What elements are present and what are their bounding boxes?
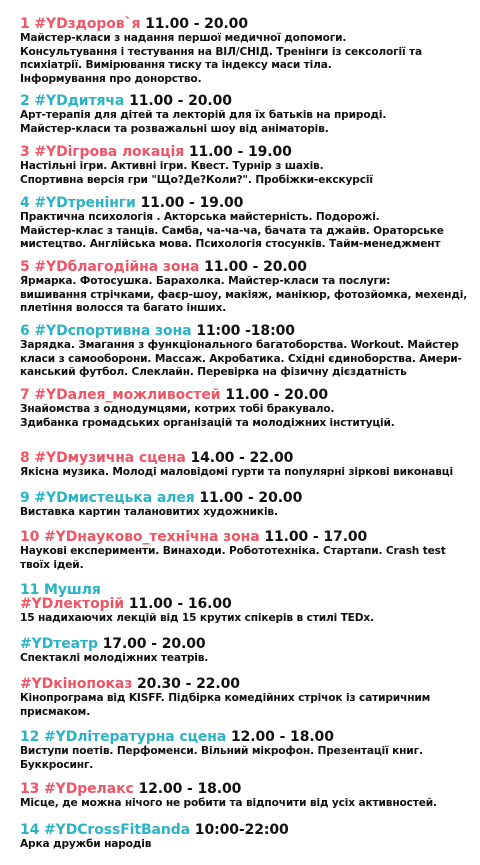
zone-time: 11.00 - 17.00 xyxy=(259,529,368,545)
zone-time: 11:00 -18:00 xyxy=(191,323,295,339)
zone-tag: 4 #YDтренінги xyxy=(20,195,136,211)
zone-block xyxy=(20,676,472,719)
zone-description-line: Місце, де можна нічого не робити та відпочити від усіх активностей. xyxy=(20,797,437,809)
zone-tag: 3 #YDігрова локація xyxy=(20,144,185,160)
zone-description-line: Арка дружби народів xyxy=(20,838,152,850)
zone-description-line: Настільні ігри. Активні ігри. Квест. Турнір з шахів. xyxy=(20,160,324,172)
zone-tag: #YDлекторій xyxy=(20,596,125,612)
zone-title xyxy=(20,323,472,339)
zone-description-line: Зарядка. Змагання з функціонального багатоборства. Workout. Майстер xyxy=(20,339,459,351)
zone-time: 11.00 - 20.00 xyxy=(220,387,329,403)
zone-title xyxy=(20,729,472,745)
zone-tag: 2 #YDдитяча xyxy=(20,93,125,109)
zone-block xyxy=(20,822,472,852)
zone-title xyxy=(20,450,472,466)
zone-tag: #YDтеатр xyxy=(20,636,98,652)
zone-description-line: Спектаклі молодіжних театрів. xyxy=(20,652,209,664)
zone-description-line: Консультування і тестування на ВІЛ/СНІД. Тренінги із сексології та xyxy=(20,45,422,58)
zone-block xyxy=(20,490,472,520)
zone-description-line: Виставка картин талановитих художників. xyxy=(20,506,278,518)
zone-description-line: Буккросинг. xyxy=(20,758,94,771)
zone-time: 11.00 - 19.00 xyxy=(135,195,244,211)
zone-block xyxy=(20,529,472,572)
zone-description-line: канський футбол. Слеклайн. Перевірка на фізичну дієздатність xyxy=(20,366,407,379)
zone-title xyxy=(20,195,472,211)
zone-description-line: Наукові експерименти. Винаходи. Робототехніка. Стартапи. Crash test xyxy=(20,545,446,557)
zone-tag: 10 #YDнауково_технічна зона xyxy=(20,529,260,545)
zone-description-line: 15 надихаючих лекцій від 15 крутих спікерів в стилі TEDx. xyxy=(20,612,374,624)
zone-time: 10:00-22:00 xyxy=(190,822,289,838)
zone-block xyxy=(20,259,472,316)
zone-description-line: Арт-терапія для дітей та лекторій для їх батьків на природі. xyxy=(20,109,387,121)
zone-tag: 9 #YDмистецька алея xyxy=(20,490,195,506)
zone-time: 14.00 - 22.00 xyxy=(185,450,294,466)
zone-description-line: присмаком. xyxy=(20,705,91,718)
zone-description-line: Майстер-класи та розважальні шоу від аніматорів. xyxy=(20,122,329,135)
zone-title xyxy=(20,781,472,797)
zone-description-line: класи з самооборони. Массаж. Акробатика. Східні єдиноборства. Амери- xyxy=(20,352,462,365)
zone-tag: 13 #YDрелакс xyxy=(20,781,134,797)
zone-title xyxy=(20,490,472,506)
zone-tag: 11 Мушля xyxy=(20,582,101,598)
zone-block xyxy=(20,144,472,187)
zone-tag: 7 #YDалея_можливостей xyxy=(20,387,221,403)
zone-block xyxy=(20,323,472,380)
zone-title xyxy=(20,676,472,692)
zone-time: 11.00 - 20.00 xyxy=(124,93,232,109)
zone-block xyxy=(20,636,472,666)
zone-description-line: Ярмарка. Фотосушка. Барахолка. Майстер-класи та послуги: xyxy=(20,275,391,287)
zone-description-line: Виступи поетів. Перфоменси. Вільний мікрофон. Презентації книг. xyxy=(20,745,423,757)
zone-block xyxy=(20,93,472,136)
zone-description-line: плетіння волосся та багато інших. xyxy=(20,302,227,315)
zone-tag: 14 #YDCrossFitBanda xyxy=(20,822,191,838)
zone-block xyxy=(20,781,472,811)
zone-description-line: мистецтво. Англійська мова. Психологія стосунків. Тайм-менеджмент xyxy=(20,238,441,251)
zone-title xyxy=(20,636,472,652)
zone-description-line: Здибанка громадських організацій та молодіжних інституцій. xyxy=(20,416,395,429)
zone-time: 11.00 - 19.00 xyxy=(184,144,292,160)
zone-time: 12.00 - 18.00 xyxy=(133,781,242,797)
zone-description-line: Інформування про донорство. xyxy=(20,72,202,85)
zone-block xyxy=(20,596,472,626)
zone-title xyxy=(20,529,472,545)
zone-time: 11.00 - 16.00 xyxy=(124,596,232,612)
zone-title xyxy=(20,93,472,109)
zone-block xyxy=(20,387,472,430)
zone-description-line: Кінопрограма від KISFF. Підбірка комедійних стрічок із сатиричним xyxy=(20,692,431,704)
zone-tag: 6 #YDспортивна зона xyxy=(20,323,192,339)
zone-title xyxy=(20,144,472,160)
zone-tag: #YDкінопоказ xyxy=(20,676,133,692)
zone-description-line: твоїх ідей. xyxy=(20,558,84,571)
zone-block xyxy=(20,16,472,86)
zone-description-line: Практична психологія . Акторська майстерність. Подорожі. xyxy=(20,211,380,223)
zone-block xyxy=(20,195,472,252)
zone-tag: 5 #YDблагодійна зона xyxy=(20,259,200,275)
zone-time: 11.00 - 20.00 xyxy=(194,490,303,506)
zone-description-line: Майстер-класи з надання першої медичної допомоги. xyxy=(20,32,347,44)
zone-tag: 1 #YDздоров`я xyxy=(20,16,141,32)
zone-description-line: Знайомства з однодумцями, котрих тобі бракувало. xyxy=(20,403,335,415)
zone-time: 11.00 - 20.00 xyxy=(199,259,307,275)
zone-description-line: Майстер-клас з танців. Самба, ча-ча-ча, бачата та джайв. Ораторське xyxy=(20,224,444,237)
zone-tag: 8 #YDмузична сцена xyxy=(20,450,186,466)
zone-description-line: Спортивна версія гри "Що?Де?Коли?". Пробіжки-екскурсії xyxy=(20,173,373,186)
zone-description-line: вишивання стрічками, фаєр-шоу, макіяж, манікюр, фотозйомка, мехенді, xyxy=(20,288,468,301)
zone-title xyxy=(20,16,472,32)
zone-title xyxy=(20,387,472,403)
zone-time: 20.30 - 22.00 xyxy=(132,676,240,692)
zone-title xyxy=(20,596,472,612)
zone-description-line: психіатрії. Вимірювання тиску та індексу маси тіла. xyxy=(20,59,332,72)
zone-time: 11.00 - 20.00 xyxy=(140,16,248,32)
zone-block xyxy=(20,729,472,772)
zone-time: 17.00 - 20.00 xyxy=(97,636,206,652)
zone-title xyxy=(20,259,472,275)
zone-tag: 12 #YDлітературна сцена xyxy=(20,729,227,745)
zone-time: 12.00 - 18.00 xyxy=(226,729,334,745)
zone-block xyxy=(20,450,472,480)
zone-description-line: Якісна музика. Молоді маловідомі гурти та популярні зіркові виконавці xyxy=(20,466,453,478)
zone-title xyxy=(20,822,472,838)
